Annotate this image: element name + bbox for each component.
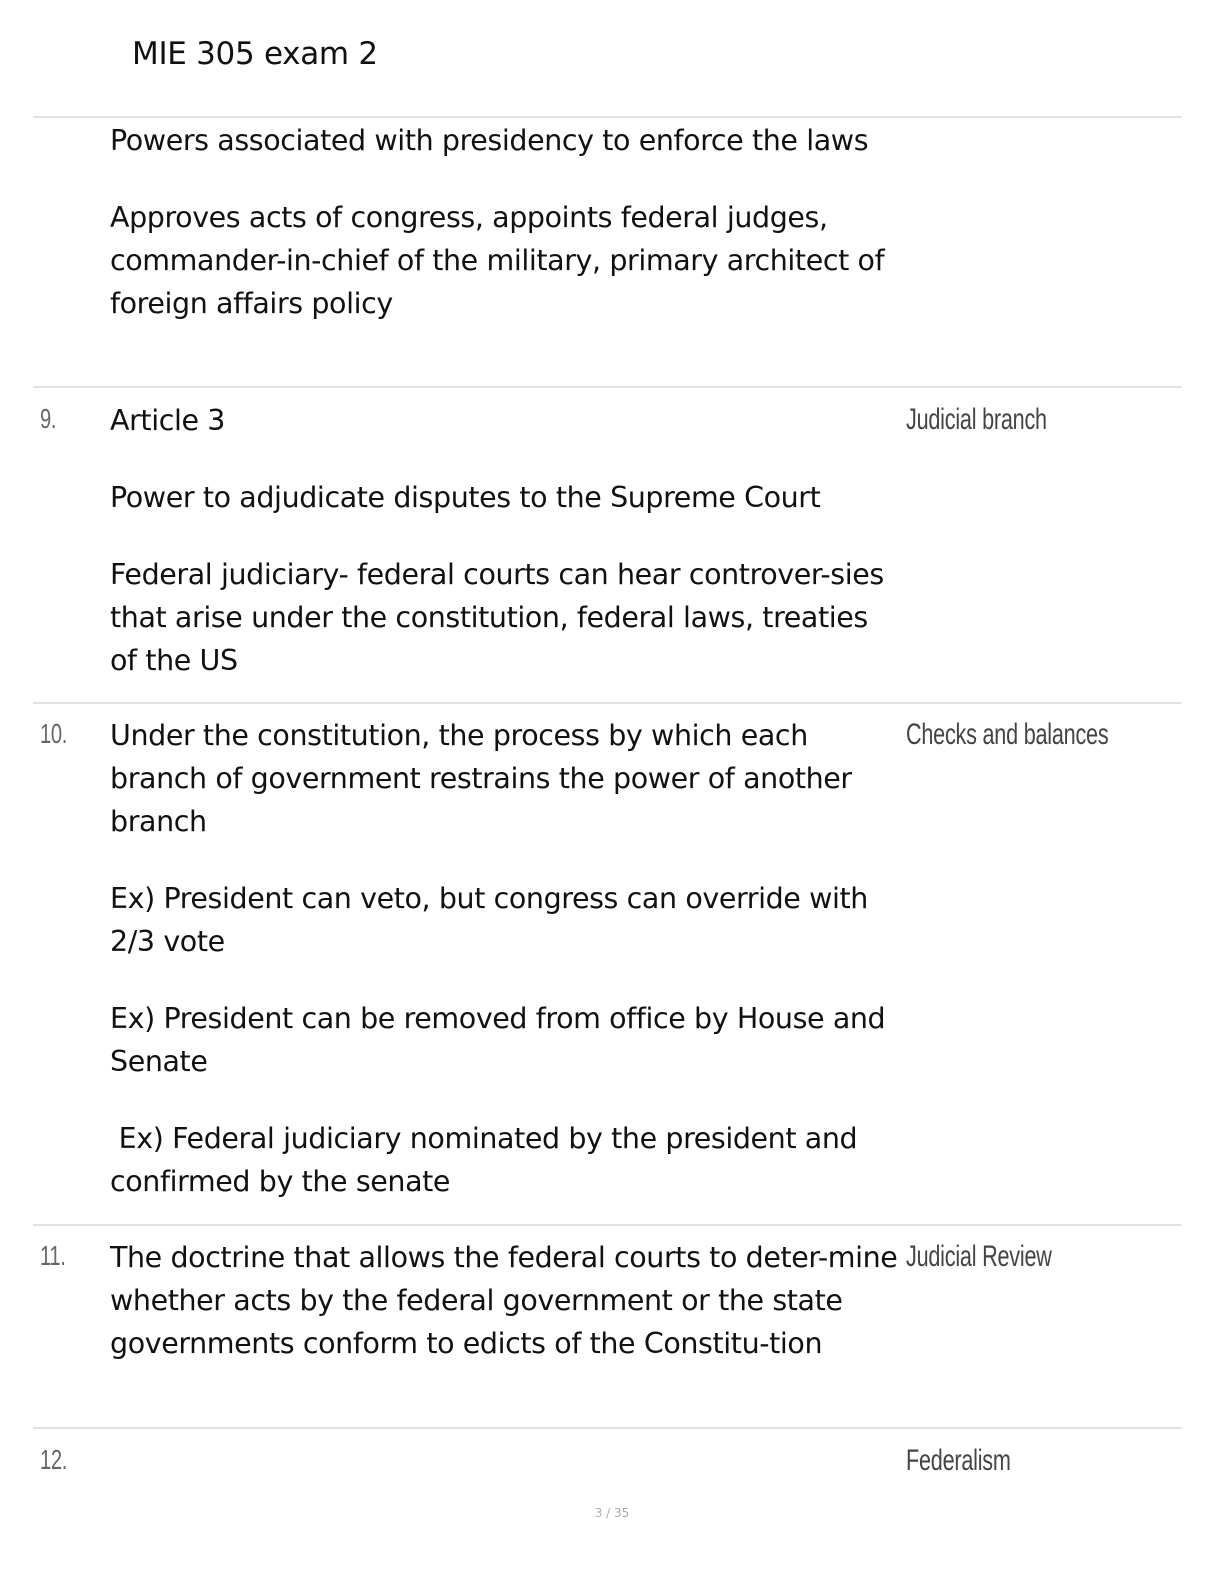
card-number: 9. xyxy=(40,403,57,434)
term-paragraph: Power to adjudicate disputes to the Supreme Court xyxy=(110,481,821,514)
card-term xyxy=(110,399,900,682)
divider xyxy=(33,116,1182,118)
card-term xyxy=(110,1236,900,1365)
term-paragraph: The doctrine that allows the federal courts to deter-mine whether acts by the federal government or the state governments conform to edicts of the Constitu-tion xyxy=(110,1241,898,1360)
card-answer: Judicial Review xyxy=(906,1240,1052,1273)
divider xyxy=(33,1427,1182,1429)
card-number: 10. xyxy=(40,718,67,749)
term-paragraph: Federal judiciary- federal courts can hear controver-sies that arise under the constitution, federal laws, treaties of the US xyxy=(110,558,884,677)
term-paragraph: Ex) Federal judiciary nominated by the president and confirmed by the senate xyxy=(110,1122,866,1198)
term-paragraph: Article 3 xyxy=(110,404,226,437)
page-number: 3 / 35 xyxy=(594,1506,630,1520)
card-term xyxy=(110,714,900,1203)
card-term xyxy=(110,119,900,325)
divider xyxy=(33,1224,1182,1226)
card-number: 12. xyxy=(40,1444,67,1475)
card-answer: Checks and balances xyxy=(906,718,1109,751)
card-answer: Judicial branch xyxy=(906,403,1047,436)
term-paragraph: Powers associated with presidency to enforce the laws xyxy=(110,124,869,157)
page-title: MIE 305 exam 2 xyxy=(132,36,378,72)
card-number: 11. xyxy=(40,1240,66,1271)
term-paragraph: Under the constitution, the process by which each branch of government restrains the power of another branch xyxy=(110,719,852,838)
card-answer: Federalism xyxy=(906,1444,1011,1477)
term-paragraph: Approves acts of congress, appoints federal judges, commander-in-chief of the military, primary architect of foreign affairs policy xyxy=(110,201,885,320)
divider xyxy=(33,702,1182,704)
term-paragraph: Ex) President can be removed from office by House and Senate xyxy=(110,1002,886,1078)
divider xyxy=(33,386,1182,388)
term-paragraph: Ex) President can veto, but congress can override with 2/3 vote xyxy=(110,882,868,958)
